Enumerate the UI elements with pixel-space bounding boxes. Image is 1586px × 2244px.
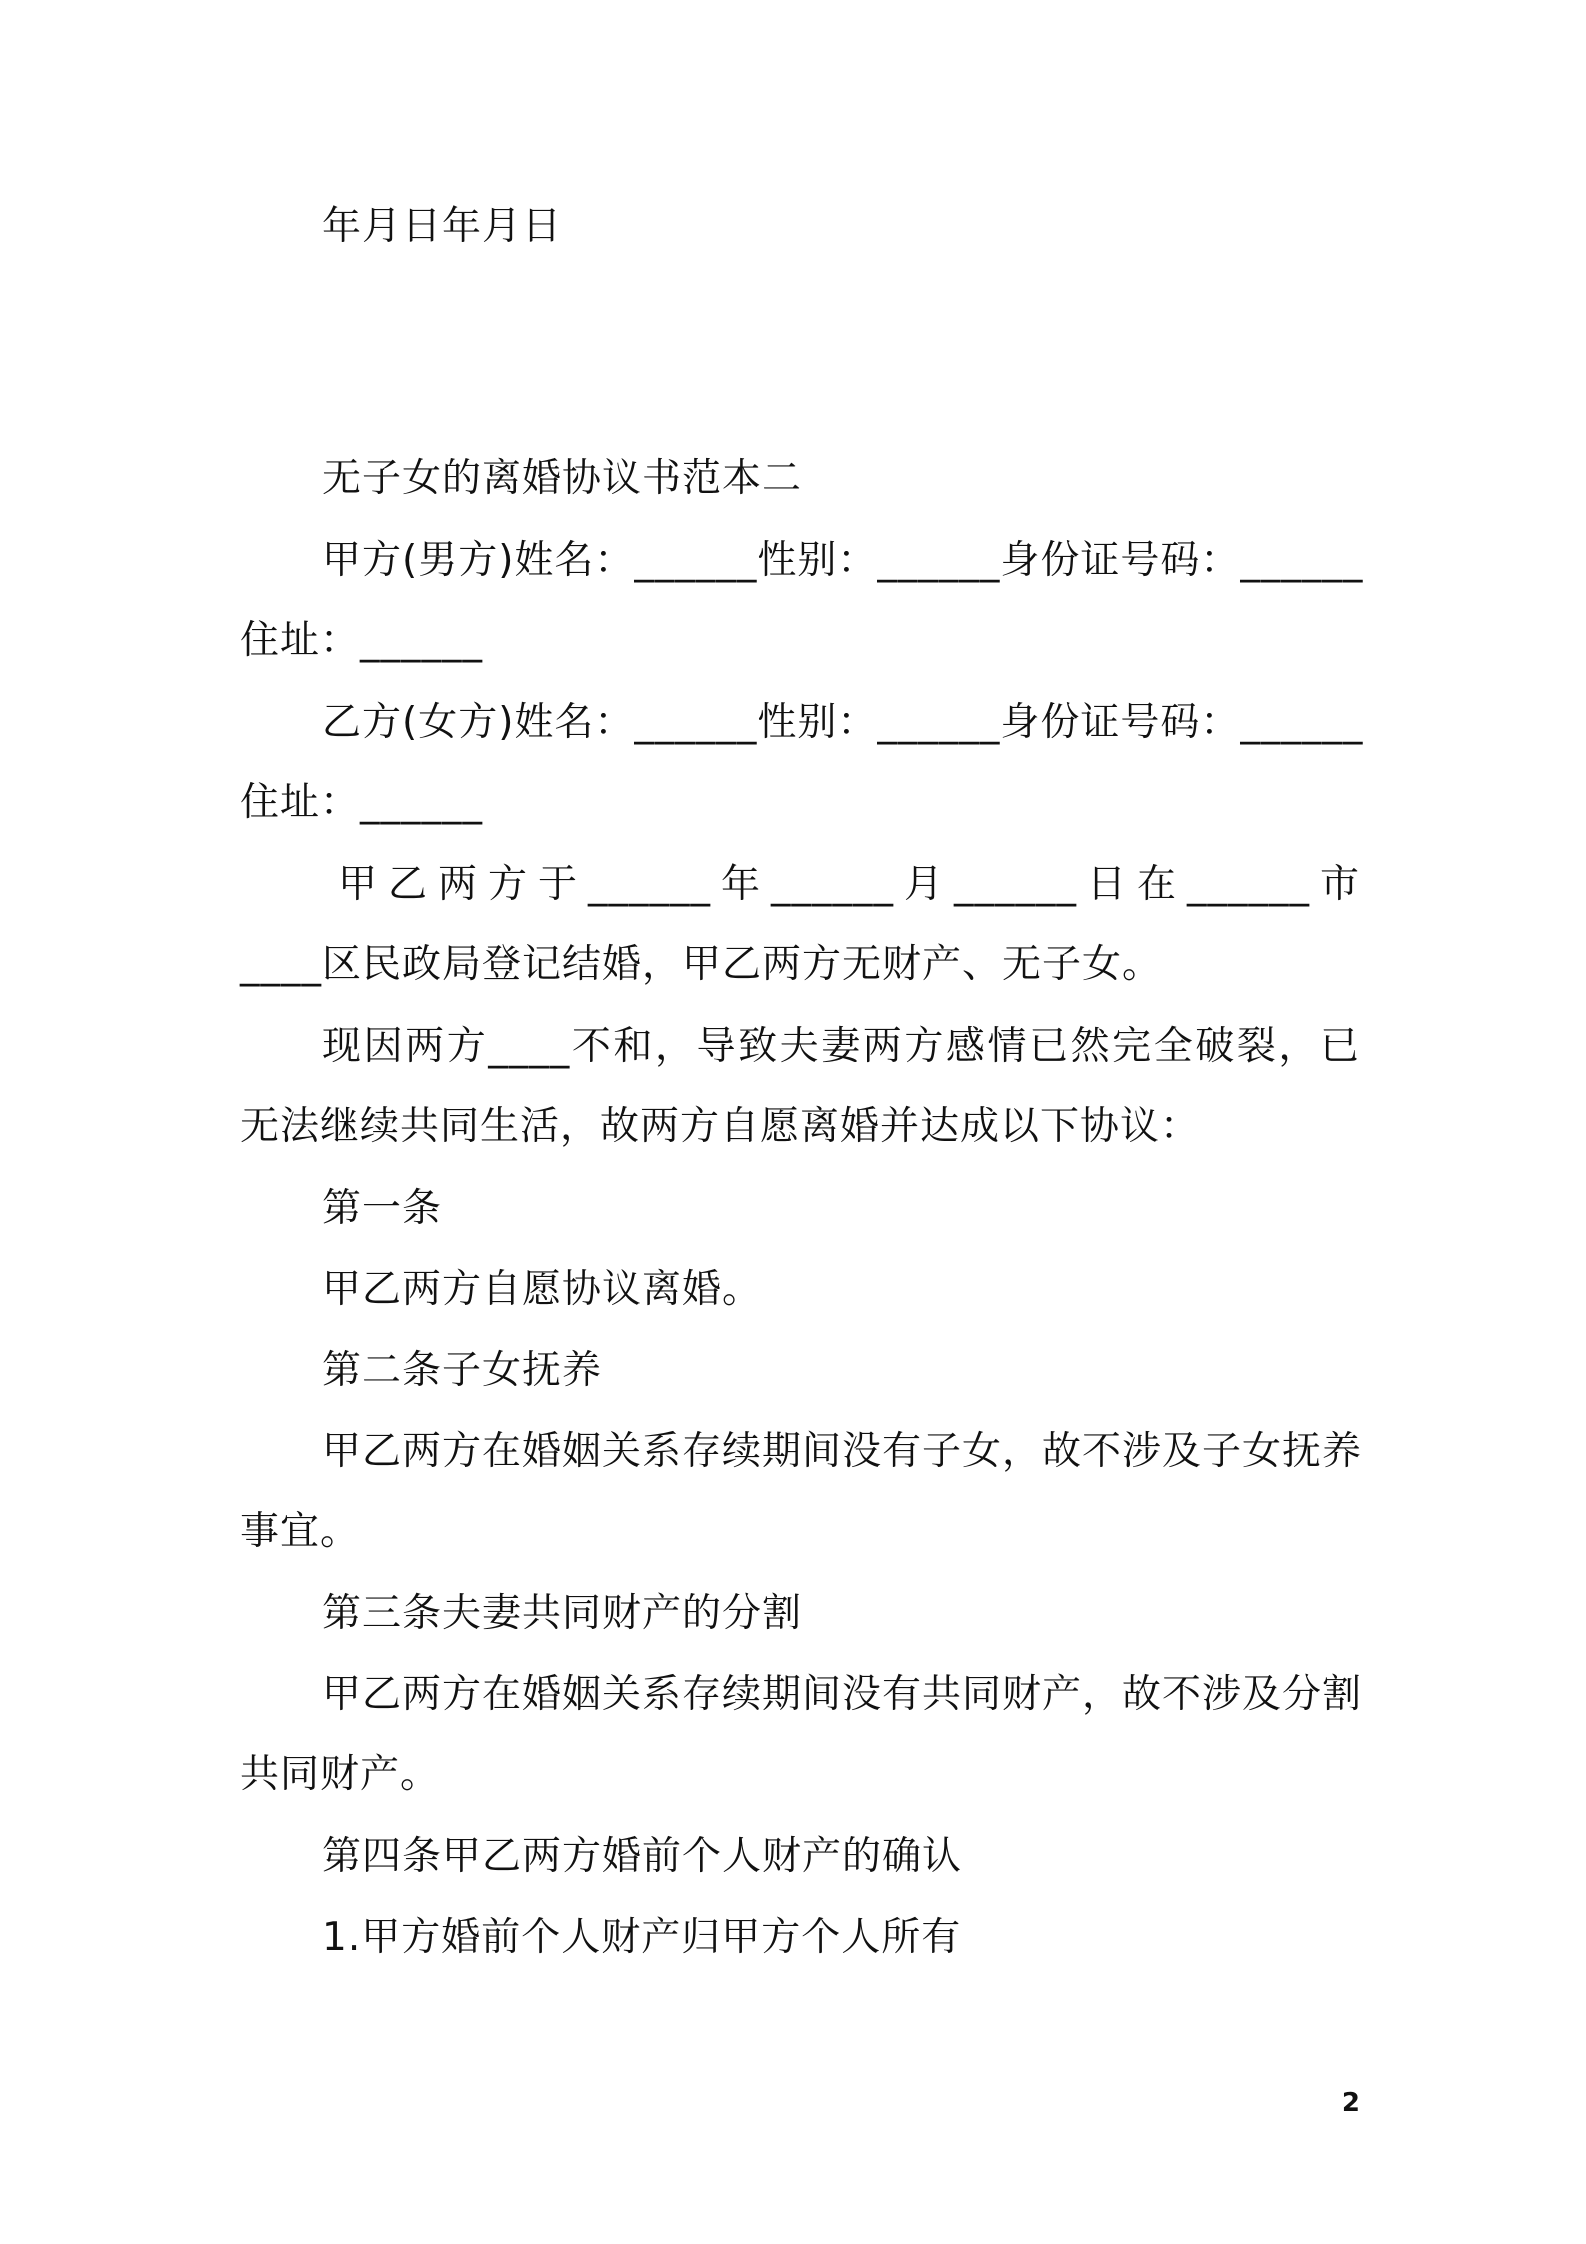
marriage-registration-line: 甲乙两方于______年______月______日在______市 xyxy=(338,862,1360,907)
document-title: 无子女的离婚协议书范本二 xyxy=(322,456,803,501)
article-2-body-continued: 事宜。 xyxy=(240,1509,361,1554)
article-4-title: 第四条甲乙两方婚前个人财产的确认 xyxy=(322,1834,963,1879)
party-a-address: 住址：______ xyxy=(240,618,484,663)
party-b-info: 乙方(女方)姓名：______性别：______身份证号码：______ xyxy=(322,700,1364,745)
page-number: 2 xyxy=(1341,2088,1360,2118)
article-2-body: 甲乙两方在婚姻关系存续期间没有子女，故不涉及子女抚养 xyxy=(322,1429,1363,1474)
article-1-title: 第一条 xyxy=(322,1186,443,1231)
article-1-body: 甲乙两方自愿协议离婚。 xyxy=(322,1267,763,1312)
article-3-body-continued: 共同财产。 xyxy=(240,1752,441,1797)
date-line: 年月日年月日 xyxy=(322,204,563,249)
divorce-reason-continued: 无法继续共同生活，故两方自愿离婚并达成以下协议： xyxy=(240,1104,1201,1149)
marriage-registration-line-continued: ____区民政局登记结婚，甲乙两方无财产、无子女。 xyxy=(240,942,1163,987)
article-3-body: 甲乙两方在婚姻关系存续期间没有共同财产，故不涉及分割 xyxy=(322,1672,1363,1717)
party-b-address: 住址：______ xyxy=(240,780,484,825)
article-3-title: 第三条夫妻共同财产的分割 xyxy=(322,1591,803,1636)
article-2-title: 第二条子女抚养 xyxy=(322,1348,603,1393)
article-4-item-1: 1.甲方婚前个人财产归甲方个人所有 xyxy=(322,1915,962,1960)
divorce-reason: 现因两方____不和，导致夫妻两方感情已然完全破裂，已 xyxy=(322,1024,1360,1069)
party-a-info: 甲方(男方)姓名：______性别：______身份证号码：______ xyxy=(322,538,1364,583)
